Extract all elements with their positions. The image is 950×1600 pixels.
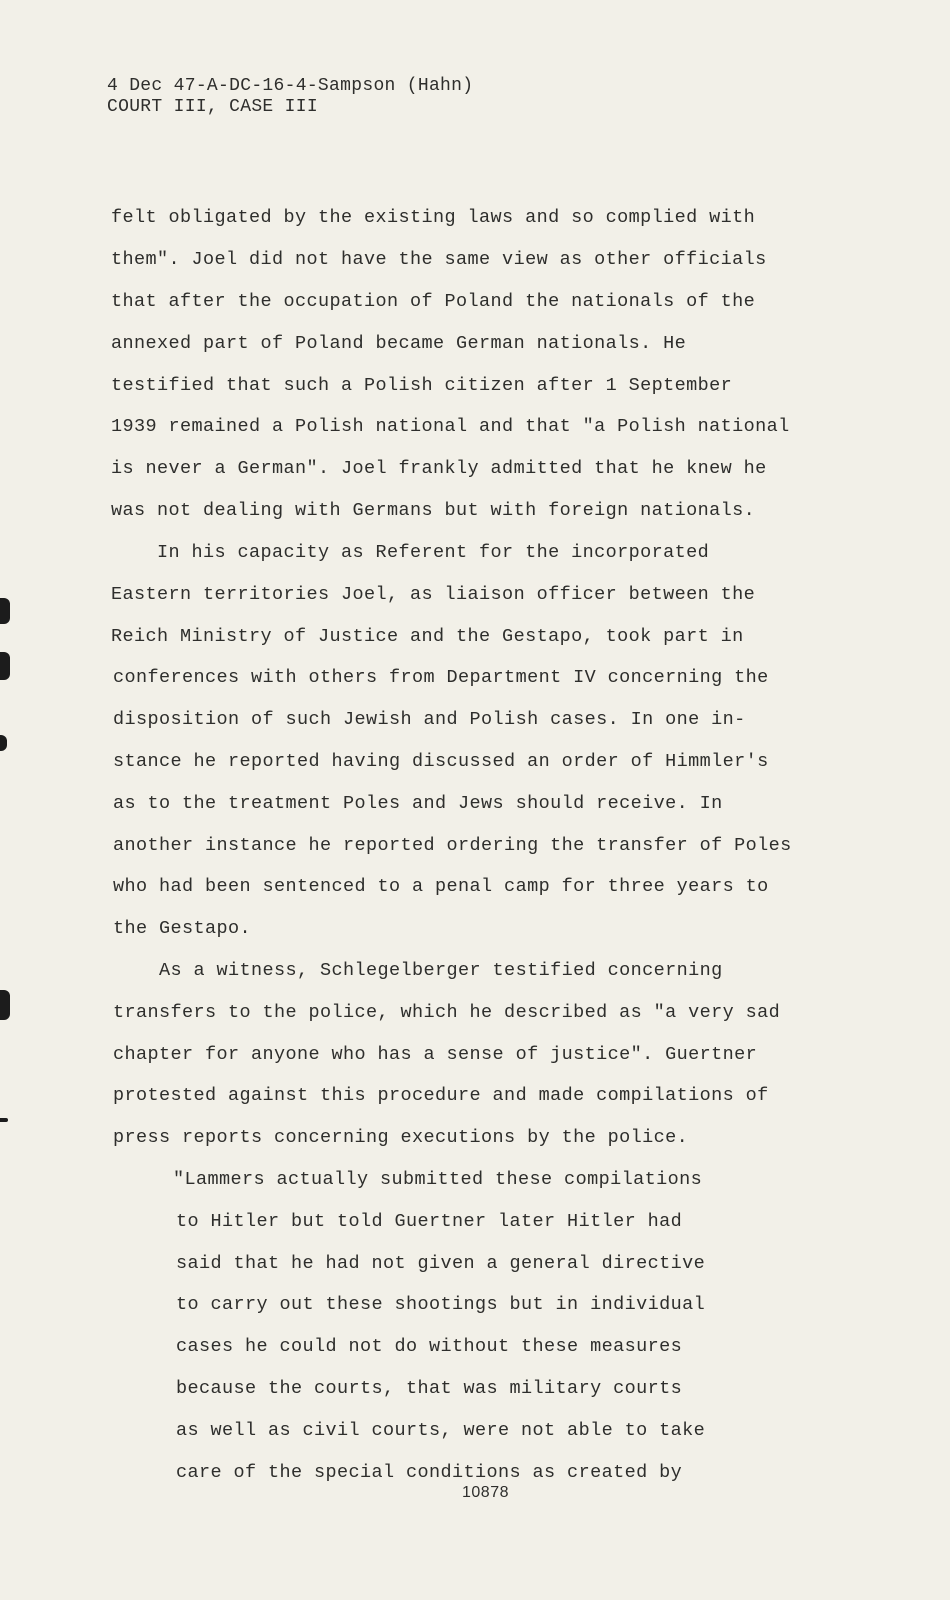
quote-line: to Hitler but told Guertner later Hitler had bbox=[176, 1211, 683, 1232]
body-line: In his capacity as Referent for the incorporated bbox=[111, 542, 710, 563]
body-line: felt obligated by the existing laws and so complied with bbox=[111, 207, 756, 228]
quote-line: care of the special conditions as created by bbox=[176, 1462, 683, 1483]
body-line: is never a German". Joel frankly admitted that he knew he bbox=[111, 458, 767, 479]
body-line: another instance he reported ordering the transfer of Poles bbox=[113, 835, 792, 856]
body-line: 1939 remained a Polish national and that "a Polish national bbox=[111, 416, 790, 437]
body-line: Eastern territories Joel, as liaison officer between the bbox=[111, 584, 756, 605]
body-line: annexed part of Poland became German nationals. He bbox=[111, 333, 687, 354]
body-line: was not dealing with Germans but with foreign nationals. bbox=[111, 500, 756, 521]
body-line: press reports concerning executions by the police. bbox=[113, 1127, 689, 1148]
body-line: conferences with others from Department IV concerning the bbox=[113, 667, 769, 688]
body-line: protested against this procedure and made compilations of bbox=[113, 1085, 769, 1106]
body-line: that after the occupation of Poland the nationals of the bbox=[111, 291, 756, 312]
page-number: 10878 bbox=[462, 1484, 509, 1501]
body-line: transfers to the police, which he described as "a very sad bbox=[113, 1002, 781, 1023]
body-line: who had been sentenced to a penal camp for three years to bbox=[113, 876, 769, 897]
quote-line: "Lammers actually submitted these compilations bbox=[173, 1169, 703, 1190]
quote-line: cases he could not do without these measures bbox=[176, 1336, 683, 1357]
body-line: stance he reported having discussed an order of Himmler's bbox=[113, 751, 769, 772]
body-line: As a witness, Schlegelberger testified concerning bbox=[113, 960, 723, 981]
header-line-2: COURT III, CASE III bbox=[107, 97, 318, 117]
body-line: chapter for anyone who has a sense of justice". Guertner bbox=[113, 1044, 758, 1065]
header-line-1: 4 Dec 47-A-DC-16-4-Sampson (Hahn) bbox=[107, 76, 474, 96]
quote-line: because the courts, that was military courts bbox=[176, 1378, 683, 1399]
body-line: them". Joel did not have the same view as other officials bbox=[111, 249, 767, 270]
quote-line: said that he had not given a general directive bbox=[176, 1253, 706, 1274]
body-line: the Gestapo. bbox=[113, 918, 252, 939]
quote-line: to carry out these shootings but in individual bbox=[176, 1294, 706, 1315]
body-line: Reich Ministry of Justice and the Gestapo, took part in bbox=[111, 626, 744, 647]
body-line: testified that such a Polish citizen after 1 September bbox=[111, 375, 733, 396]
body-line: disposition of such Jewish and Polish cases. In one in- bbox=[113, 709, 746, 730]
body-line: as to the treatment Poles and Jews should receive. In bbox=[113, 793, 723, 814]
quote-line: as well as civil courts, were not able to take bbox=[176, 1420, 706, 1441]
